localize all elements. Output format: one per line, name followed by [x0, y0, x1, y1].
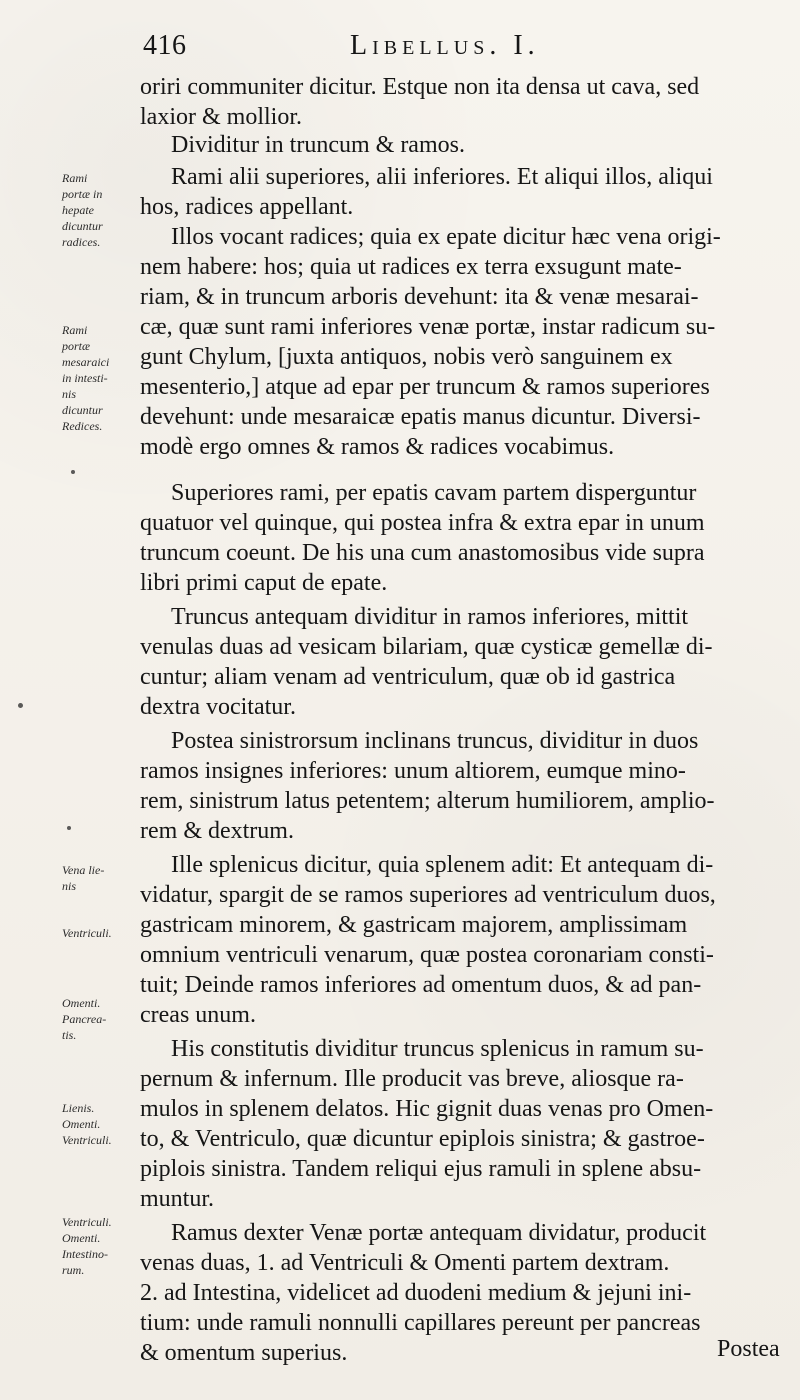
- text-line: oriri communiter dicitur. Estque non ita densa ut cava, sed: [140, 74, 700, 100]
- margin-note: Ventriculi.: [62, 926, 112, 940]
- margin-note: Lienis. Omenti. Ventriculi.: [62, 1101, 112, 1147]
- text-line: libri primi caput de epate.: [140, 570, 388, 596]
- text-line: quatuor vel quinque, qui postea infra & extra epar in unum: [140, 510, 705, 536]
- page-speck: [18, 703, 23, 708]
- text-line: tuit; Deinde ramos inferiores ad omentum duos, & ad pan-: [140, 972, 702, 998]
- text-line: piplois sinistra. Tandem reliqui ejus ramuli in splene absu-: [140, 1156, 702, 1182]
- text-line: hos, radices appellant.: [140, 194, 354, 220]
- text-line: rem, sinistrum latus petentem; alterum humiliorem, amplio-: [140, 788, 715, 814]
- text-line: muntur.: [140, 1186, 215, 1212]
- text-line: omnium ventriculi venarum, quæ postea coronariam consti-: [140, 942, 714, 968]
- margin-note: Vena lie- nis: [62, 863, 105, 893]
- text-line: Dividitur in truncum & ramos.: [171, 132, 465, 158]
- text-line: mulos in splenem delatos. Hic gignit duas venas pro Omen-: [140, 1096, 714, 1122]
- running-head: Libellus. I.: [350, 30, 540, 61]
- page-speck: [67, 826, 71, 830]
- text-line: cuntur; aliam venam ad ventriculum, quæ ob id gastrica: [140, 664, 676, 690]
- text-line: venulas duas ad vesicam bilariam, quæ cysticæ gemellæ di-: [140, 634, 713, 660]
- margin-note: Ventriculi. Omenti. Intestino- rum.: [62, 1215, 112, 1277]
- text-line: 2. ad Intestina, videlicet ad duodeni medium & jejuni ini-: [140, 1280, 692, 1306]
- text-line: cæ, quæ sunt rami inferiores venæ portæ, instar radicum su-: [140, 314, 716, 340]
- text-line: venas duas, 1. ad Ventriculi & Omenti partem dextram.: [140, 1250, 670, 1276]
- text-line: devehunt: unde mesaraicæ epatis manus dicuntur. Diversi-: [140, 404, 701, 430]
- text-line: Superiores rami, per epatis cavam partem disperguntur: [171, 480, 697, 506]
- text-line: gunt Chylum, [juxta antiquos, nobis verò sanguinem ex: [140, 344, 673, 370]
- text-line: gastricam minorem, & gastricam majorem, amplissimam: [140, 912, 688, 938]
- margin-note: Rami portæ mesaraici in intesti- nis dicuntur Redices.: [62, 323, 110, 433]
- margin-note: Omenti. Pancrea- tis.: [62, 996, 107, 1042]
- text-line: nem habere: hos; quia ut radices ex terra exsugunt mate-: [140, 254, 682, 280]
- text-line: His constitutis dividitur truncus splenicus in ramum su-: [171, 1036, 704, 1062]
- page-speck: [71, 470, 75, 474]
- text-line: Rami alii superiores, alii inferiores. Et aliqui illos, aliqui: [171, 164, 713, 190]
- margin-note: Rami portæ in hepate dicuntur radices.: [62, 171, 103, 249]
- page-header: [143, 30, 763, 70]
- text-line: laxior & mollior.: [140, 104, 302, 130]
- text-line: creas unum.: [140, 1002, 256, 1028]
- text-line: Truncus antequam dividitur in ramos inferiores, mittit: [171, 604, 689, 630]
- text-line: ramos insignes inferiores: unum altiorem, eumque mino-: [140, 758, 686, 784]
- text-line: Ramus dexter Venæ portæ antequam dividatur, producit: [171, 1220, 707, 1246]
- catch-word: Postea: [717, 1336, 780, 1362]
- text-line: tium: unde ramuli nonnulli capillares pereunt per pancreas: [140, 1310, 701, 1336]
- text-line: dextra vocitatur.: [140, 694, 296, 720]
- text-line: vidatur, spargit de se ramos superiores ad ventriculum duos,: [140, 882, 716, 908]
- text-line: pernum & infernum. Ille producit vas breve, aliosque ra-: [140, 1066, 684, 1092]
- text-line: rem & dextrum.: [140, 818, 294, 844]
- text-line: truncum coeunt. De his una cum anastomosibus vide supra: [140, 540, 705, 566]
- text-line: Illos vocant radices; quia ex epate dicitur hæc vena origi-: [171, 224, 721, 250]
- text-line: riam, & in truncum arboris devehunt: ita & venæ mesarai-: [140, 284, 699, 310]
- page-number: 416: [143, 30, 187, 61]
- text-line: to, & Ventriculo, quæ dicuntur epiplois sinistra; & gastroe-: [140, 1126, 705, 1152]
- text-line: mesenterio,] atque ad epar per truncum & ramos superiores: [140, 374, 710, 400]
- text-line: modè ergo omnes & ramos & radices vocabimus.: [140, 434, 615, 460]
- main-text: [140, 72, 772, 1372]
- text-line: Postea sinistrorsum inclinans truncus, dividitur in duos: [171, 728, 699, 754]
- text-line: Ille splenicus dicitur, quia splenem adit: Et antequam di-: [171, 852, 714, 878]
- text-line: & omentum superius.: [140, 1340, 348, 1366]
